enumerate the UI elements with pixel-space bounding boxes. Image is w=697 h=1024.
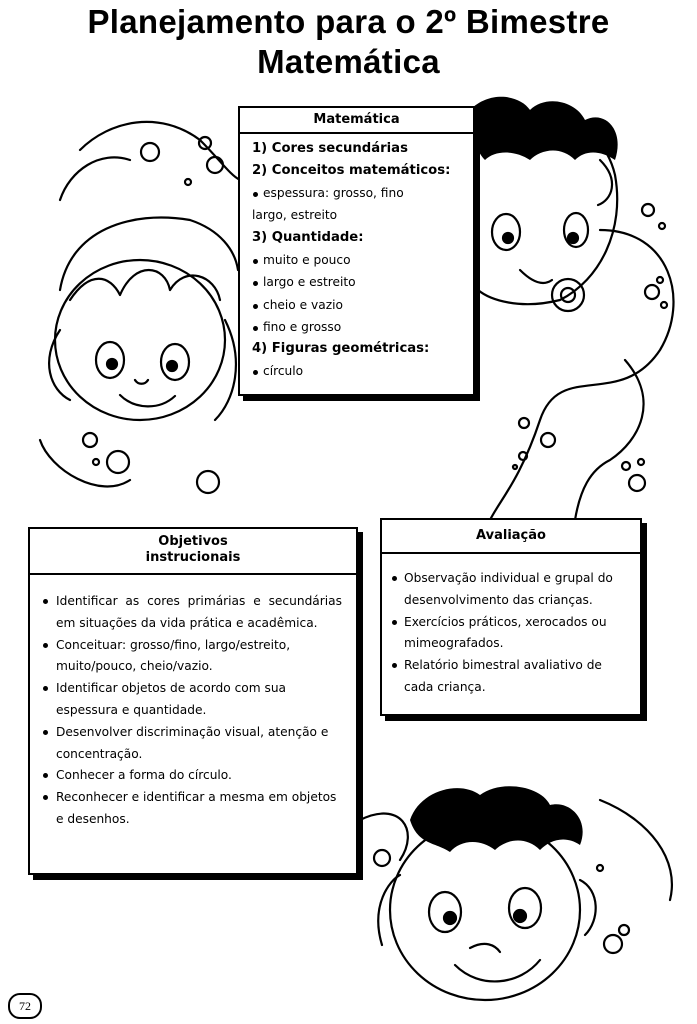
math-content-box: [238, 106, 475, 396]
math-list-item: largo e estreito: [252, 271, 461, 293]
math-list-item-continuation: largo, estreito: [252, 208, 338, 223]
evaluation-item: Relatório bimestral avaliativo de cada criança.: [390, 655, 630, 699]
math-list-item: fino e grosso: [252, 316, 461, 338]
page-number: 72: [8, 993, 42, 1019]
math-box-heading: Matemática: [240, 108, 473, 134]
math-list-item: muito e pouco: [252, 249, 461, 271]
objective-item: Conceituar: grosso/fino, largo/estreito, muito/pouco, cheio/vazio.: [40, 635, 342, 679]
math-list-item: espessura: grosso, fino: [252, 182, 461, 204]
objective-item: Conhecer a forma do círculo.: [40, 765, 342, 787]
objectives-box: [28, 527, 358, 875]
objective-item: Identificar objetos de acordo com sua espessura e quantidade.: [40, 678, 342, 722]
evaluation-box: [380, 518, 642, 716]
objectives-heading: [30, 529, 356, 575]
objective-item: Desenvolver discriminação visual, atenção e concentração.: [40, 722, 342, 766]
math-section-4: 4) Figuras geométricas:: [252, 341, 430, 357]
objectives-heading-line1: Objetivos: [158, 534, 228, 549]
objectives-heading-line2: instrucionais: [145, 550, 241, 565]
evaluation-item: Observação individual e grupal do desenvolvimento das crianças.: [390, 568, 630, 612]
evaluation-item: Exercícios práticos, xerocados ou mimeografados.: [390, 612, 630, 656]
math-section-2: 2) Conceitos matemáticos:: [252, 163, 451, 178]
objective-item: Reconhecer e identificar a mesma em objetos e desenhos.: [40, 787, 342, 831]
math-section-3: 3) Quantidade:: [252, 229, 364, 245]
page-subtitle: Matemática: [257, 43, 440, 80]
math-section-1: 1) Cores secundárias: [252, 141, 408, 156]
math-list-item: cheio e vazio: [252, 294, 461, 316]
objective-item: Identificar as cores primárias e secundárias em situações da vida prática e acadêmica.: [40, 591, 342, 635]
evaluation-heading: Avaliação: [382, 520, 640, 554]
page-title: Planejamento para o 2º Bimestre: [87, 3, 610, 40]
math-list-item: círculo: [252, 360, 461, 382]
